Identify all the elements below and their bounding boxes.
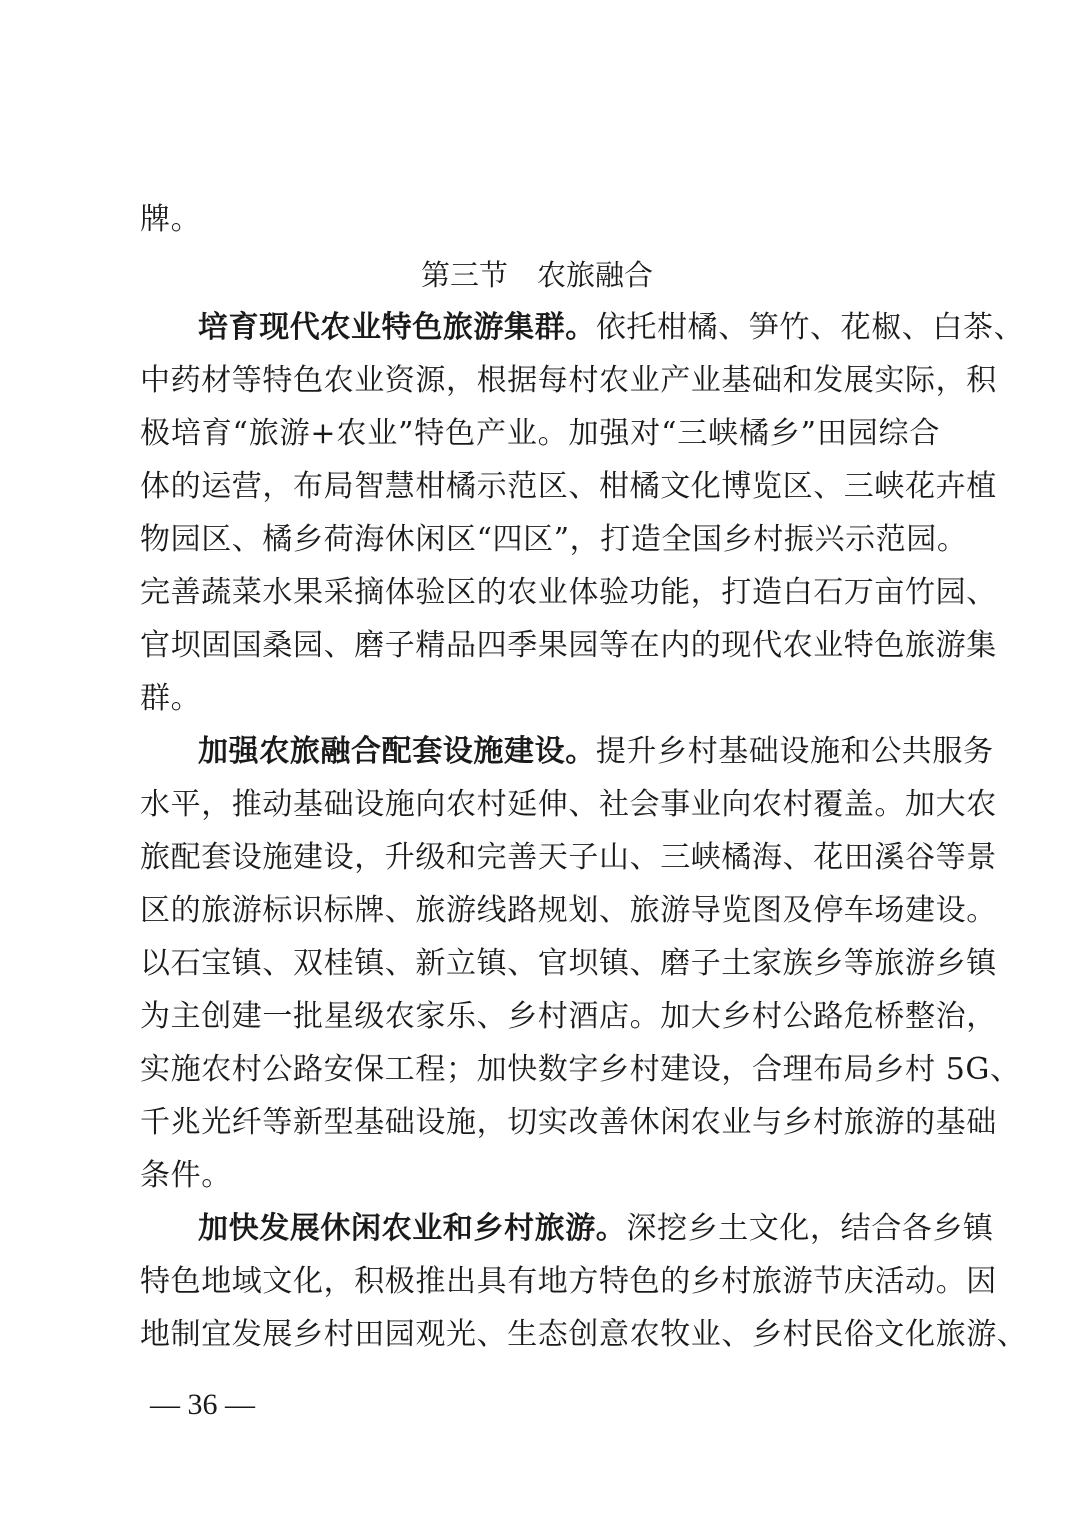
- paragraph-1-line-3: 极培育“旅游+农业”特色产业。加强对“三峡橘乡”田园综合: [140, 416, 940, 451]
- paragraph-1-line-4: 体的运营，布局智慧柑橘示范区、柑橘文化博览区、三峡花卉植: [140, 469, 997, 504]
- paragraph-2-line-9: 条件。: [140, 1158, 232, 1193]
- paragraph-3-line-1: [198, 1209, 994, 1249]
- paragraph-2-line-5: 以石宝镇、双桂镇、新立镇、官坝镇、磨子土家族乡等旅游乡镇: [140, 946, 997, 981]
- paragraph-3-lead: 加快发展休闲农业和乡村旅游。: [198, 1211, 627, 1246]
- paragraph-1-line-1: [198, 308, 1025, 348]
- page-number: — 36 —: [150, 1388, 255, 1421]
- paragraph-2-line-1: [198, 732, 994, 772]
- paragraph-2-line-4: 区的旅游标识标牌、旅游线路规划、旅游导览图及停车场建设。: [140, 893, 997, 928]
- paragraph-2-text: 提升乡村基础设施和公共服务: [595, 734, 994, 769]
- section-heading: 第三节 农旅融合: [420, 258, 653, 292]
- paragraph-3-line-2: 特色地域文化，积极推出具有地方特色的乡村旅游节庆活动。因: [140, 1264, 997, 1299]
- paragraph-1-lead: 培育现代农业特色旅游集群。: [198, 310, 596, 345]
- paragraph-1-line-8: 群。: [140, 681, 202, 716]
- paragraph-2-lead: 加强农旅融合配套设施建设。: [198, 734, 596, 769]
- paragraph-2-line-8: 千兆光纤等新型基础设施，切实改善休闲农业与乡村旅游的基础: [140, 1105, 997, 1140]
- paragraph-2-line-6: 为主创建一批星级农家乐、乡村酒店。加大乡村公路危桥整治，: [140, 999, 997, 1034]
- paragraph-3-line-3: 地制宜发展乡村田园观光、生态创意农牧业、乡村民俗文化旅游、: [140, 1317, 1028, 1352]
- paragraph-3-text: 深挖乡土文化，结合各乡镇: [626, 1211, 994, 1246]
- carry-over-text: 牌。: [140, 202, 202, 237]
- paragraph-1-line-2: 中药材等特色农业资源，根据每村农业产业基础和发展实际，积: [140, 363, 997, 398]
- paragraph-2-line-7: 实施农村公路安保工程；加快数字乡村建设，合理布局乡村 5G、: [140, 1052, 1021, 1087]
- paragraph-1-line-7: 官坝固国桑园、磨子精品四季果园等在内的现代农业特色旅游集: [140, 628, 997, 663]
- paragraph-2-line-3: 旅配套设施建设，升级和完善天子山、三峡橘海、花田溪谷等景: [140, 840, 997, 875]
- paragraph-1-text: 依托柑橘、笋竹、花椒、白茶、: [595, 310, 1025, 345]
- paragraph-1-line-5: 物园区、橘乡荷海休闲区“四区”，打造全国乡村振兴示范园。: [140, 522, 968, 557]
- paragraph-1-line-6: 完善蔬菜水果采摘体验区的农业体验功能，打造白石万亩竹园、: [140, 575, 997, 610]
- paragraph-2-line-2: 水平，推动基础设施向农村延伸、社会事业向农村覆盖。加大农: [140, 787, 997, 822]
